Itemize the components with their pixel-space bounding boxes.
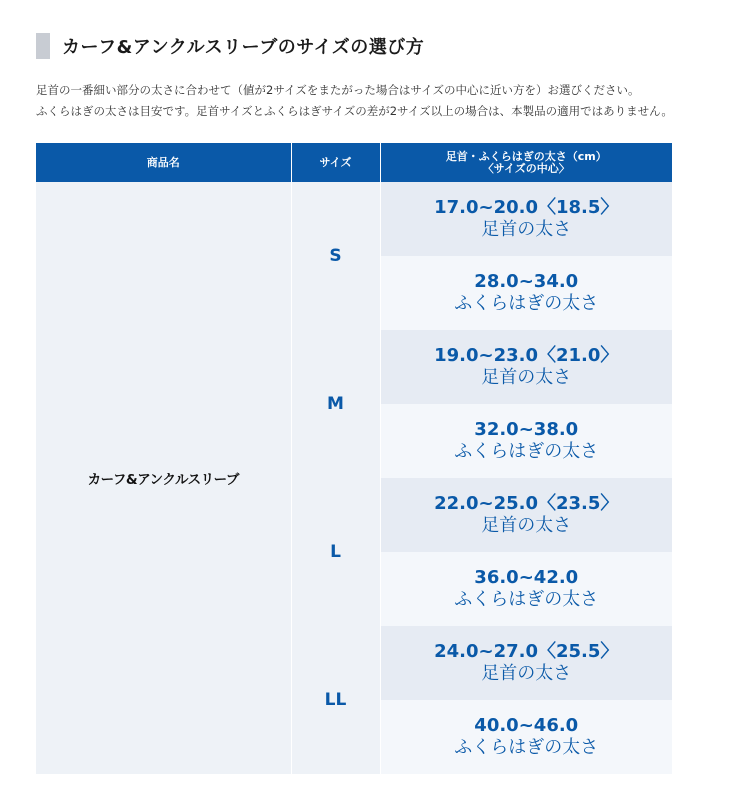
calf-range-value: 40.0~46.0	[474, 715, 579, 736]
header-product: 商品名	[36, 143, 291, 182]
ankle-range-label: 足首の太さ	[481, 515, 572, 536]
size-cell-l: L	[291, 478, 380, 626]
ankle-range-value: 22.0~25.0〈23.5〉	[434, 493, 619, 514]
size-cell-m: M	[291, 330, 380, 478]
calf-range-cell	[380, 404, 672, 478]
ankle-range-cell	[380, 626, 672, 700]
ankle-range-cell	[380, 478, 672, 552]
header-size: サイズ	[291, 143, 380, 182]
calf-range-label: ふくらはぎの太さ	[454, 589, 599, 610]
table-row	[36, 182, 672, 256]
calf-range-label: ふくらはぎの太さ	[454, 441, 599, 462]
section-heading	[36, 33, 424, 59]
header-girth-line2: 〈サイズの中心〉	[482, 161, 570, 175]
page-title: カーフ&アンクルスリーブのサイズの選び方	[62, 37, 425, 58]
heading-accent-bar	[36, 33, 50, 59]
size-cell-ll: LL	[291, 626, 380, 774]
calf-range-value: 36.0~42.0	[474, 567, 579, 588]
note-line-2: ふくらはぎの太さは目安です。足首サイズとふくらはぎサイズの差が2サイズ以上の場合は、本製品の適用ではありません。	[36, 104, 673, 118]
ankle-range-value: 24.0~27.0〈25.5〉	[434, 641, 619, 662]
calf-range-label: ふくらはぎの太さ	[454, 293, 599, 314]
calf-range-cell	[380, 552, 672, 626]
header-girth	[380, 143, 672, 182]
calf-range-cell	[380, 700, 672, 774]
calf-range-cell	[380, 256, 672, 330]
ankle-range-label: 足首の太さ	[481, 663, 572, 684]
size-notes	[36, 80, 673, 122]
ankle-range-label: 足首の太さ	[481, 367, 572, 388]
note-line-1: 足首の一番細い部分の太さに合わせて（値が2サイズをまたがった場合はサイズの中心に近い方を）お選びください。	[36, 83, 640, 97]
calf-range-value: 28.0~34.0	[474, 271, 579, 292]
table-header-row	[36, 143, 672, 182]
ankle-range-cell	[380, 330, 672, 404]
product-name-cell: カーフ&アンクルスリーブ	[36, 182, 291, 774]
calf-range-value: 32.0~38.0	[474, 419, 579, 440]
ankle-range-value: 19.0~23.0〈21.0〉	[434, 345, 619, 366]
calf-range-label: ふくらはぎの太さ	[454, 737, 599, 758]
header-girth-line1: 足首・ふくらはぎの太さ（cm）	[445, 149, 607, 163]
ankle-range-label: 足首の太さ	[481, 219, 572, 240]
ankle-range-cell	[380, 182, 672, 256]
size-table	[36, 143, 672, 774]
ankle-range-value: 17.0~20.0〈18.5〉	[434, 197, 619, 218]
size-cell-s: S	[291, 182, 380, 330]
